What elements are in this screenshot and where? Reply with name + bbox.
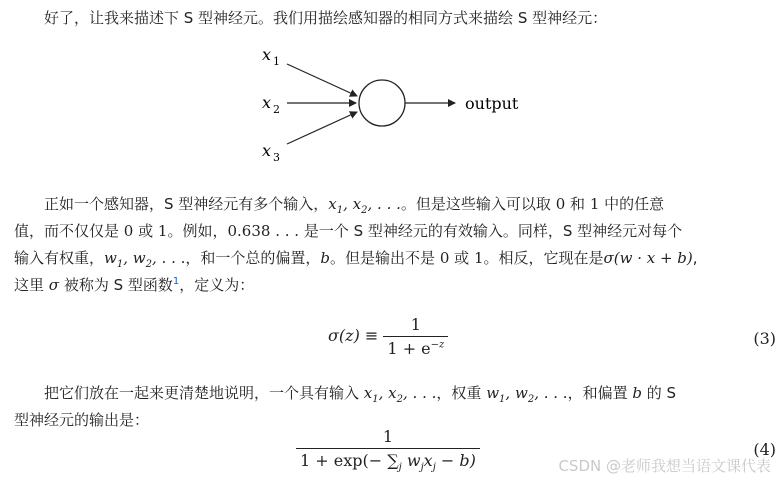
- svg-text:2: 2: [273, 103, 280, 116]
- neuron-node: [359, 80, 405, 126]
- equation-4-number: (4): [753, 440, 776, 459]
- footnote-link[interactable]: 1: [172, 276, 180, 287]
- para2-line-2: 值，而不仅仅是 0 或 1。例如，0.638 . . . 是一个 S 型神经元的有效输入。同样，S 型神经元对每个: [14, 222, 683, 240]
- input-x1: [262, 45, 280, 68]
- inline-math-sigma-expression: σ(w · x + b): [603, 249, 693, 267]
- input-x2: [262, 93, 280, 116]
- eq4-fraction: $\frac{1}{1 + \exp(- \sum_j w_jx_j - b)}$: [296, 427, 480, 470]
- eq3-lhs: σ(z) ≡: [328, 326, 379, 345]
- svg-text:x: x: [262, 45, 272, 64]
- input-x3: [262, 141, 280, 164]
- edge-x1: [287, 64, 357, 96]
- intro-paragraph: [14, 5, 774, 32]
- output-label: output: [465, 94, 519, 113]
- para3-line-1: 把它们放在一起来更清楚地说明，一个具有输入 $x_1$, $x_2$, . . .，权重 $w_1$, $w_2$, . . .，和偏置 b 的 S: [44, 384, 677, 405]
- edge-x3: [287, 112, 357, 144]
- equation-4: [296, 427, 480, 474]
- paragraph-output: [14, 380, 774, 434]
- svg-text:x: x: [262, 141, 272, 160]
- inline-math-inputs-2: $x_1$, $x_2$, . . .: [363, 384, 437, 405]
- svg-text:x: x: [262, 93, 272, 112]
- equation-3-number: (3): [753, 329, 776, 348]
- svg-text:1: 1: [273, 55, 280, 68]
- para3-line-2: 型神经元的输出是：: [14, 411, 150, 429]
- para2-line-3: 输入有权重，$w_1$, $w_2$, . . .，和一个总的偏置，b。但是输出不是 0 或 1。相反，它现在是σ(w · x + b),: [14, 249, 698, 270]
- equation-3: [328, 315, 448, 358]
- para2-line-4: 这里 σ 被称为 S 型函数$^1$，定义为：: [14, 276, 255, 294]
- inline-value: 0.638 . . .: [227, 222, 300, 240]
- svg-text:3: 3: [273, 151, 280, 164]
- inline-math-weights: $w_1$, $w_2$, . . .: [104, 249, 186, 270]
- inline-math-inputs: $x_1$, $x_2$, . . .: [328, 195, 401, 216]
- intro-text: 好了，让我来描述下 S 型神经元。我们用描绘感知器的相同方式来描绘 S 型神经元：: [44, 9, 608, 27]
- paragraph-sigmoid-description: [14, 191, 774, 299]
- para2-line-1: 正如一个感知器，S 型神经元有多个输入，$x_1$, $x_2$, . . .。但是这些输入可以取 0 和 1 中的任意: [44, 195, 665, 216]
- eq3-fraction: $\frac{1}{1 + e^{-z}}$: [383, 315, 448, 358]
- inline-math-weights-2: $w_1$, $w_2$, . . .: [486, 384, 568, 405]
- watermark: CSDN @老师我想当语文课代表: [558, 457, 771, 475]
- sigmoid-neuron-diagram: [0, 40, 783, 210]
